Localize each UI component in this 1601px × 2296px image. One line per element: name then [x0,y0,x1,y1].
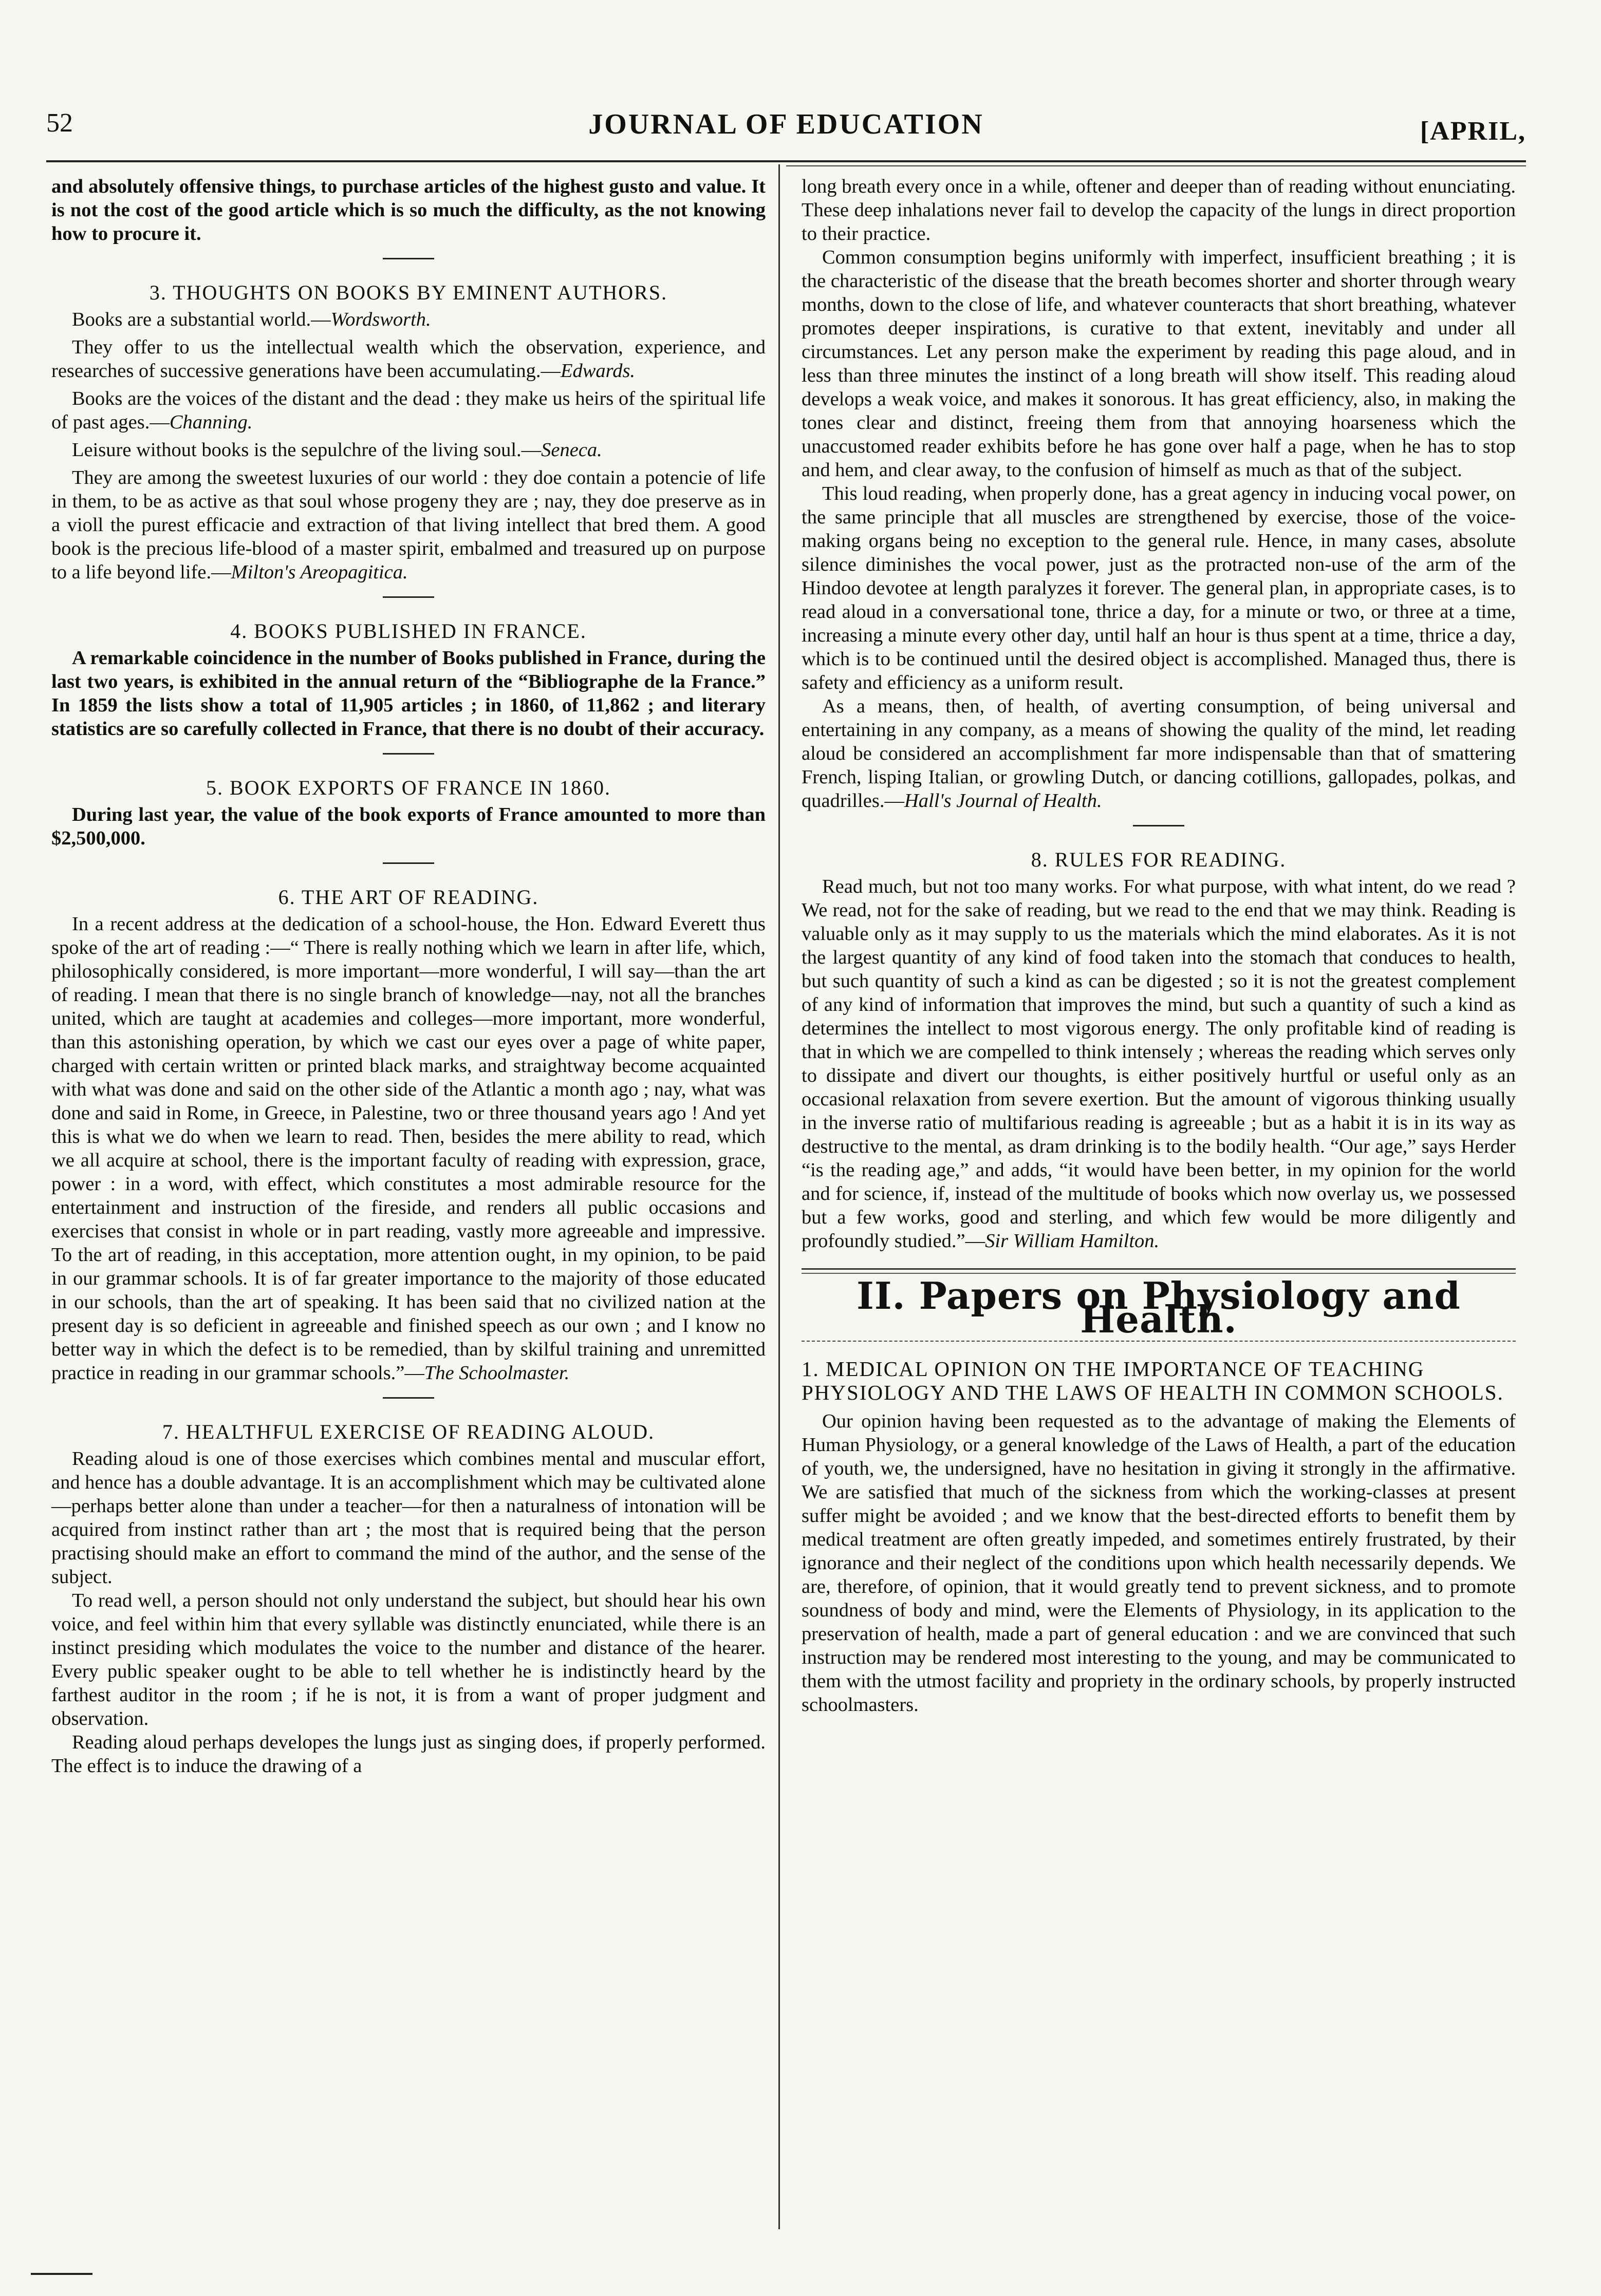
section-ii-heading: II. Papers on Physiology and Health. [857,1274,1461,1341]
section-5-body: During last year, the value of the book exports of France amounted to more than $2,500,000. [51,804,766,849]
quote-edwards: They offer to us the intellectual wealth which the observation, experience, and researches of successive generations have been accumulating.—Edwards. [51,336,766,382]
section-7-cont-para-1: long breath every once in a while, oftener and deeper than of reading without enunciating. These deep inhalations never fail to develop the capacity of the lungs in direct proportion to their practice. [802,176,1516,244]
section-separator [1133,825,1184,826]
section-5-heading: 5. BOOK EXPORTS OF FRANCE IN 1860. [206,776,611,799]
section-7-cont-para-4: As a means, then, of health, of averting consumption, of being universal and entertaining in any company, as a means of showing the quality of the mind, let reading aloud be considered an accomplishment far more indispensable than that of smattering French, lisping Italian, or growling Dutch, or dancing cotillions, gallopades, polkas, and quadrilles.—Hall's Journal of Health. [802,695,1516,812]
quote-wordsworth: Books are a substantial world.—Wordsworth. [72,309,431,330]
left-column [51,175,766,1778]
section-separator [383,258,434,259]
column-divider [778,164,780,2229]
footer-rule [31,2273,92,2275]
quote-channing: Books are the voices of the distant and the dead : they make us heirs of the spiritual life of past ages.—Channing. [51,388,766,433]
section-4-heading: 4. BOOKS PUBLISHED IN FRANCE. [230,619,587,643]
section-7-para-1: Reading aloud is one of those exercises which combines mental and muscular effort, and hence has a double advantage. It is an accomplishment which may be cultivated alone—perhaps better alone than under a teacher—for then a naturalness of intonation will be acquired from instinct rather than art ; the most that is required being that the person practising should make an effort to command the mind of the author, and the sense of the subject. [51,1448,766,1588]
section-6-heading: 6. THE ART OF READING. [278,886,539,909]
quote-seneca: Leisure without books is the sepulchre of the living soul.—Seneca. [72,439,602,461]
page-number: 52 [46,108,73,138]
running-month: [APRIL, [1420,117,1526,146]
section-7-para-2: To read well, a person should not only understand the subject, but should hear his own voice, and feel within him that every syllable was distinctly enunciated, while there is an instinct presiding which modulates the voice to the number and distance of the hearer. Every public speaker ought to be able to tell whether he is indistinctly heard by the farthest auditor in the room ; if he is not, it is from a want of proper judgment and observation. [51,1590,766,1729]
quote-milton: They are among the sweetest luxuries of our world : they doe contain a potencie of life in them, to be as active as that soul whose progeny they are ; nay, they doe preserve as in a violl the purest efficacie and extraction of that living intellect that bred them. A good book is the precious life-blood of a master spirit, embalmed and treasured up on purpose to a life beyond life.—Milton's Areopagitica. [51,467,766,583]
section-8-body: Read much, but not too many works. For what purpose, with what intent, do we read ? We read, not for the sake of reading, but we read to the end that we may think. Reading is valuable only as it may supply to us the materials which the mind elaborates. As it is not the largest quantity of any kind of food taken into the stomach that conduces to health, but such quantity of such a kind as can be digested ; so it is not the greatest complement of any kind of information that improves the mind, but such a quantity of such a kind as determines the intellect to most vigorous energy. The only profitable kind of reading is that in which we are compelled to think intensely ; whereas the reading which serves only to dissipate and divert our thoughts, is either positively hurtful or useful only as an occasional relaxation from severe exertion. But the amount of vigorous thinking usually in the inverse ratio of multifarious reading is agreeable ; but as a habit it is in its way as destructive to the mental, as dram drinking is to the bodily health. “Our age,” says Herder “is the reading age,” and adds, “it would have been better, in my opinion for the world and for science, if, instead of the multitude of books which now overlay us, we possessed but a few works, good and sterling, and which few would be more diligently and profoundly studied.”—Sir William Hamilton. [802,876,1516,1252]
section-separator [383,1397,434,1399]
intro-paragraph: and absolutely offensive things, to purchase articles of the highest gusto and value. It is not the cost of the good article which is so much the difficulty, as the not knowing how to procure it. [51,176,766,244]
section-4-body: A remarkable coincidence in the number of Books published in France, during the last two years, is exhibited in the annual return of the “Bibliographe de la France.” In 1859 the lists show a total of 11,905 articles ; in 1860, of 11,862 ; and literary statistics are so carefully collected in France, that there is no doubt of their accuracy. [51,647,766,740]
section-3-heading: 3. THOUGHTS ON BOOKS BY EMINENT AUTHORS. [149,281,668,304]
header-rule-secondary [786,165,1526,166]
section-6-body: In a recent address at the dedication of a school-house, the Hon. Edward Everett thus spoke of the art of reading :—“ There is really nothing which we learn in after life, which, philosophically considered, is more important—more wonderful, I will say—than the art of reading. I mean that there is no single branch of knowledge—nay, not all the branches united, which are taught at academies and colleges—more important, more wonderful, than this astonishing operation, by which we cast our eyes over a page of white paper, charged with certain written or printed black marks, and straightway become acquainted with what was done and said on the other side of the Atlantic a month ago ; nay, what was done and said in Rome, in Greece, in Palestine, two or three thousand years ago ! And yet this is what we do when we learn to read. Then, besides the mere ability to read, which we all acquire at school, there is the important faculty of reading with expression, grace, power : in a word, with effect, which constitutes a most admirable resource for the entertainment and instruction of the fireside, and renders all public occasions and exercises that consist in whole or in part reading, vastly more agreeable and impressive. To the art of reading, in this acceptation, more attention ought, in my opinion, to be paid in our grammar schools. It is of far greater importance to the majority of those educated in our schools, than the art of speaking. It has been said that no civilized nation at the present day is so deficient in agreeable and finished speech as our own ; and I know no better way in which the defect is to be remedied, than by skilful training and unremitted practice in reading in our grammar schools.”—The Schoolmaster. [51,913,766,1384]
section-separator [383,596,434,598]
section-7-cont-para-3: This loud reading, when properly done, has a great agency in inducing vocal power, on the same principle that all muscles are strengthened by exercise, those of the voice-making organs being no exception to the general rule. Hence, in many cases, absolute silence diminishes the vocal power, just as the protracted non-use of the arm of the Hindoo devotee at length paralyzes it forever. The general plan, in appropriate cases, is to read aloud in a conversational tone, thrice a day, for a minute or two, or three at a time, increasing a minute every other day, until half an hour is thus spent at a time, thrice a day, which is to be continued until the desired object is accomplished. Managed thus, there is safety and efficiency as a uniform result. [802,483,1516,693]
section-separator [383,753,434,755]
section-7-heading: 7. HEALTHFUL EXERCISE OF READING ALOUD. [162,1420,655,1443]
section-7-cont-para-2: Common consumption begins uniformly with imperfect, insufficient breathing ; it is the characteristic of the disease that the breath becomes shorter and shorter through weary months, down to the close of life, and whatever counteracts that short breathing, whatever promotes deeper inspirations, is curative to that extent, inevitably and under all circumstances. Let any person make the experiment by reading this page aloud, and in less than three minutes the instinct of a long breath will show itself. This reading aloud develops a weak voice, and makes it sonorous. It has great efficiency, also, in making the tones clear and distinct, freeing them from that annoying hoarseness which the unaccustomed reader exhibits before he has gone over half a page, when he has to stop and hem, and clear away, to the confusion of himself as much as that of the subject. [802,247,1516,481]
section-8-heading: 8. RULES FOR READING. [1031,848,1287,871]
section-1-body: Our opinion having been requested as to the advantage of making the Elements of Human Physiology, or a general knowledge of the Laws of Health, a part of the education of youth, we, the undersigned, have no hesitation in giving it strongly in the affirmative. We are satisfied that much of the sickness from which the working-classes at present suffer might be avoided ; and we know that the best-directed efforts to benefit them by medical treatment are often greatly impeded, and sometimes entirely frustrated, by their ignorance and their neglect of the conditions upon which health necessarily depends. We are, therefore, of opinion, that it would greatly tend to prevent sickness, and to promote soundness of body and mind, were the Elements of Physiology, in its application to the preservation of health, made a part of general education : and we are convinced that such instruction may be rendered most interesting to the young, and may be communicated to them with the utmost facility and propriety in the ordinary schools, by properly instructed schoolmasters. [802,1410,1516,1716]
section-1-heading: 1. MEDICAL OPINION ON THE IMPORTANCE OF TEACHING PHYSIOLOGY AND THE LAWS OF HEALTH IN COMMON SCHOOLS. [802,1357,1504,1404]
section-7-para-3: Reading aloud perhaps developes the lungs just as singing does, if properly performed. The effect is to induce the drawing of a [51,1732,766,1777]
header-rule [46,160,1526,162]
right-column [802,175,1516,1717]
journal-title: JOURNAL OF EDUCATION [588,108,984,140]
section-separator [383,862,434,864]
page-header [46,108,1526,154]
section-double-rule [802,1268,1516,1274]
